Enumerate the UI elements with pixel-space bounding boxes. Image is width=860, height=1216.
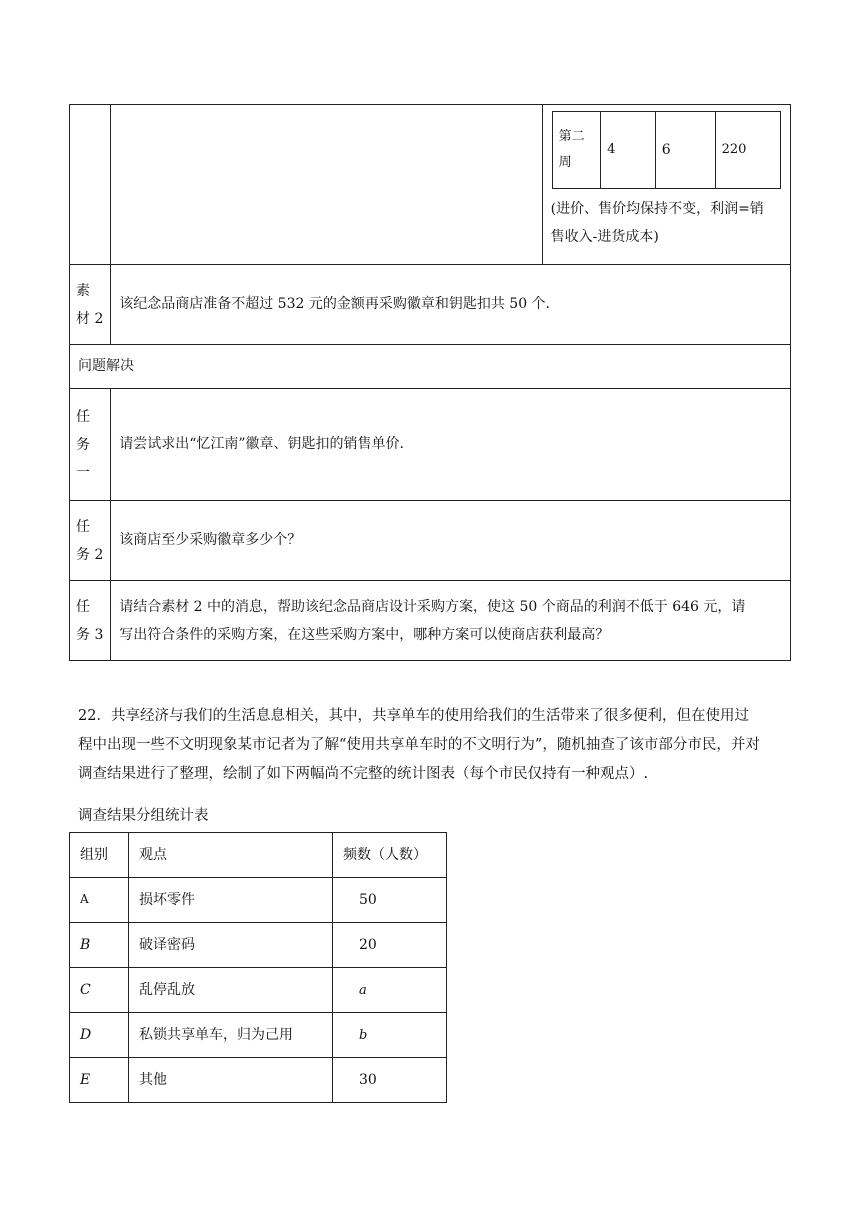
week2-col2: 6 xyxy=(655,112,715,189)
task2-label: 任 务 2 xyxy=(70,501,111,581)
week2-row xyxy=(552,112,780,189)
task3-text: 请结合素材 2 中的消息，帮助该纪念品商店设计采购方案，使这 50 个商品的利润不低于 646 元，请 写出符合条件的采购方案，在这些采购方案中，哪种方案可以使商店获利最高？ xyxy=(111,581,791,661)
task3-label: 任 务 3 xyxy=(70,581,111,661)
table-header-row xyxy=(70,833,447,878)
view-cell: 破译密码 xyxy=(129,923,333,968)
question-line: 调查结果进行了整理，绘制了如下两幅尚不完整的统计图表（每个市民仅持有一种观点）. xyxy=(78,766,649,782)
material1-continued-row xyxy=(70,105,791,265)
table-row xyxy=(70,1058,447,1103)
header-frequency: 频数（人数） xyxy=(333,833,447,878)
material2-row xyxy=(70,265,791,345)
task2-row xyxy=(70,501,791,581)
sales-data-table xyxy=(552,111,781,189)
problem-heading-row xyxy=(70,345,791,389)
empty-content-cell xyxy=(111,105,542,265)
view-cell: 乱停乱放 xyxy=(129,968,333,1013)
question-22 xyxy=(78,702,798,789)
view-cell: 私锁共享单车，归为己用 xyxy=(129,1013,333,1058)
freq-cell: 50 xyxy=(333,878,447,923)
header-group: 组别 xyxy=(70,833,129,878)
table-row xyxy=(70,968,447,1013)
week2-col3: 220 xyxy=(715,112,780,189)
material2-label: 素 材 2 xyxy=(70,265,111,345)
group-cell: C xyxy=(70,968,129,1013)
table-row xyxy=(70,1013,447,1058)
table-caption: 调查结果分组统计表 xyxy=(78,808,209,824)
survey-table xyxy=(69,832,447,1103)
freq-cell: b xyxy=(333,1013,447,1058)
week2-col1: 4 xyxy=(601,112,656,189)
sales-data-cell xyxy=(542,105,790,265)
empty-label-cell xyxy=(70,105,111,265)
table-row xyxy=(70,923,447,968)
view-cell: 损坏零件 xyxy=(129,878,333,923)
freq-cell: a xyxy=(333,968,447,1013)
material2-text: 该纪念品商店准备不超过 532 元的金额再采购徽章和钥匙扣共 50 个. xyxy=(111,265,791,345)
header-view: 观点 xyxy=(129,833,333,878)
question-line: 程中出现一些不文明现象某市记者为了解“使用共享单车时的不文明行为”，随机抽查了该市部分市民，并对 xyxy=(78,737,760,753)
group-cell: E xyxy=(70,1058,129,1103)
task1-row xyxy=(70,389,791,501)
freq-cell: 20 xyxy=(333,923,447,968)
task-table xyxy=(69,104,791,661)
problem-heading: 问题解决 xyxy=(70,345,791,389)
profit-note: (进价、售价均保持不变，利润=销 售收入-进货成本) xyxy=(550,201,764,245)
table-row xyxy=(70,878,447,923)
group-cell: D xyxy=(70,1013,129,1058)
task2-text: 该商店至少采购徽章多少个？ xyxy=(111,501,791,581)
group-cell: A xyxy=(70,878,129,923)
view-cell: 其他 xyxy=(129,1058,333,1103)
task1-label: 任 务 一 xyxy=(70,389,111,501)
task3-row xyxy=(70,581,791,661)
week2-label: 第二 周 xyxy=(552,112,600,189)
freq-cell: 30 xyxy=(333,1058,447,1103)
task1-text: 请尝试求出“忆江南”徽章、钥匙扣的销售单价. xyxy=(111,389,791,501)
question-line: 22．共享经济与我们的生活息息相关，其中，共享单车的使用给我们的生活带来了很多便利，但在使用过 xyxy=(78,708,749,724)
group-cell: B xyxy=(70,923,129,968)
